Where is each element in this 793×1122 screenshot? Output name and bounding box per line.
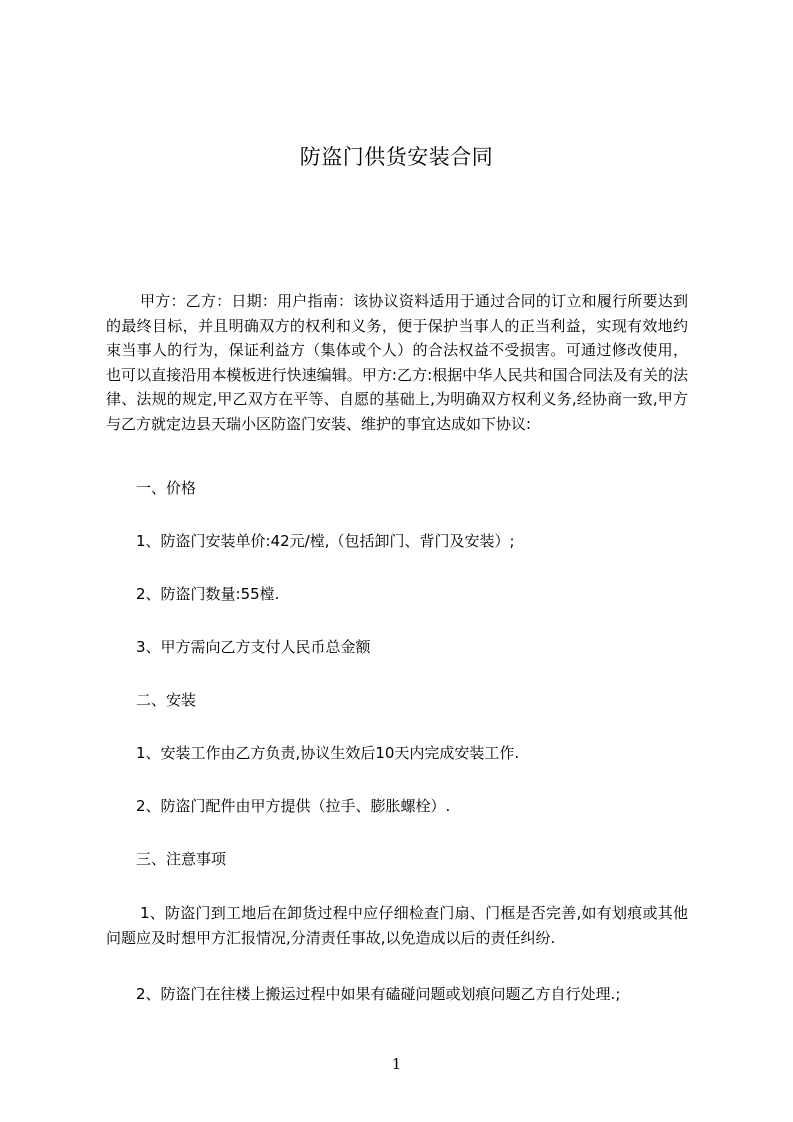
list-item: 1、防盗门到工地后在卸货过程中应仔细检查门扇、门框是否完善,如有划痕或其他问题应及时想甲方汇报情况,分清责任事故,以免造成以后的责任纠纷. xyxy=(106,904,688,947)
section-heading-price: 一、价格 xyxy=(136,479,197,497)
list-item: 2、防盗门配件由甲方提供（拉手、膨胀螺栓）. xyxy=(136,797,451,815)
section-heading-installation: 二、安装 xyxy=(136,691,197,709)
intro-paragraph: 甲方：乙方：日期：用户指南：该协议资料适用于通过合同的订立和履行所要达到的最终目标，并且明确双方的权利和义务，便于保护当事人的正当利益，实现有效地约束当事人的行为，保证利益方（集体或个人）的合法权益不受损害。可通过修改使用，也可以直接沿用本模板进行快速编辑。甲方:乙方:根据中华人民共和国合同法及有关的法律、法规的规定,甲乙双方在平等、自愿的基础上,为明确双方权利义务,经协商一致,甲方与乙方就定边县天瑞小区防盗门安装、维护的事宜达成如下协议: xyxy=(106,292,688,433)
section-heading-notes: 三、注意事项 xyxy=(136,850,227,868)
list-item: 2、防盗门数量:55樘. xyxy=(136,585,280,603)
page-number: 1 xyxy=(391,1055,402,1073)
list-item: 2、防盗门在往楼上搬运过程中如果有磕碰问题或划痕问题乙方自行处理.; xyxy=(136,985,621,1003)
list-item: 1、安装工作由乙方负责,协议生效后10天内完成安装工作. xyxy=(136,744,520,762)
list-item: 3、甲方需向乙方支付人民币总金额 xyxy=(136,638,371,656)
document-title: 防盗门供货安装合同 xyxy=(299,145,494,169)
list-item: 1、防盗门安装单价:42元/樘,（包括卸门、背门及安装）; xyxy=(136,532,515,550)
